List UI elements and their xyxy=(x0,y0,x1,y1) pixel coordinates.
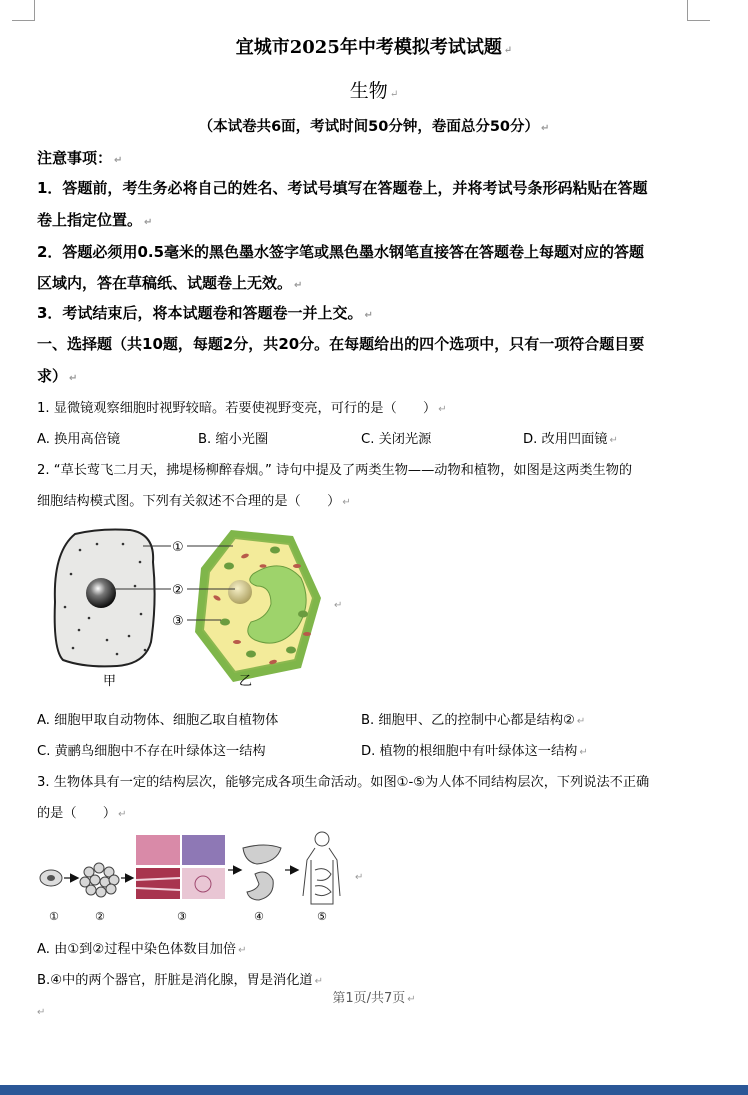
note-1-line-2: 卷上指定位置。 ↵ xyxy=(37,211,153,229)
question-1-option-c: C. 关闭光源 xyxy=(361,432,432,447)
level-cell xyxy=(40,870,62,886)
question-1-stem: 1. 显微镜观察细胞时视野较暗。若要使视野变亮，可行的是（ ） ↵ xyxy=(37,401,447,416)
paragraph-mark: ↵ xyxy=(37,1007,46,1018)
notes-heading: 注意事项： ↵ xyxy=(37,149,123,167)
note-2-line-1: 2．答题必须用0.5毫米的黑色墨水签字笔或黑色墨水钢笔直接答在答题卷上每题对应的答题 xyxy=(37,243,645,261)
question-2-option-d: D. 植物的根细胞中有叶绿体这一结构 ↵ xyxy=(361,744,588,759)
level-label-4: ④ xyxy=(254,910,264,923)
level-tissues xyxy=(136,835,225,899)
cell-structure-figure xyxy=(45,522,355,694)
paragraph-mark: ↵ xyxy=(334,600,343,611)
note-1-line-1: 1．答题前，考生务必将自己的姓名、考试号填写在答题卷上，并将考试号条形码粘贴在答题 xyxy=(37,179,648,197)
question-2-stem-line-2: 细胞结构模式图。下列有关叙述不合理的是（ ） ↵ xyxy=(37,494,351,509)
question-1-option-d: D. 改用凹面镜 ↵ xyxy=(523,432,618,447)
level-organs xyxy=(243,845,281,900)
level-label-5: ⑤ xyxy=(317,910,327,923)
question-2-stem-line-1: 2. “草长莺飞二月天，拂堤杨柳醉春烟。” 诗句中提及了两类生物——动物和植物，如图是这两类生物的 xyxy=(37,463,633,478)
subject-title: 生物 ↵ xyxy=(349,80,399,102)
plant-cell xyxy=(195,530,321,682)
marker-2: ② xyxy=(172,583,184,598)
level-label-2: ② xyxy=(95,910,105,923)
level-system xyxy=(303,832,340,904)
marker-3: ③ xyxy=(172,614,184,629)
plant-nucleus xyxy=(228,580,252,604)
section-heading-line-2: 求） ↵ xyxy=(37,367,78,385)
caption-jia: 甲 xyxy=(103,674,117,689)
level-label-1: ① xyxy=(49,910,59,923)
caption-yi: 乙 xyxy=(239,674,253,689)
marker-1: ① xyxy=(172,540,184,555)
question-2-option-b: B. 细胞甲、乙的控制中心都是结构② ↵ xyxy=(361,713,586,728)
question-3-option-a: A. 由①到②过程中染色体数目加倍 ↵ xyxy=(37,942,247,957)
paragraph-mark: ↵ xyxy=(355,872,364,883)
page-footer: 第1页/共7页 ↵ xyxy=(332,991,416,1006)
question-3-stem-line-1: 3. 生物体具有一定的结构层次，能够完成各项生命活动。如图①-⑤为人体不同结构层次，下列说法不正确 xyxy=(37,775,650,790)
level-cell-cluster xyxy=(80,863,119,897)
animal-nucleus xyxy=(86,578,116,608)
structure-levels-figure xyxy=(35,830,365,925)
question-2-option-c: C. 黄鹂鸟细胞中不存在叶绿体这一结构 xyxy=(37,744,266,759)
crop-mark-top-left xyxy=(12,0,35,21)
level-label-3: ③ xyxy=(177,910,187,923)
note-3: 3．考试结束后，将本试题卷和答题卷一并上交。 ↵ xyxy=(37,304,373,322)
crop-mark-top-right xyxy=(687,0,710,21)
note-2-line-2: 区域内，答在草稿纸、试题卷上无效。 ↵ xyxy=(37,274,303,292)
question-2-option-a: A. 细胞甲取自动物体、细胞乙取自植物体 xyxy=(37,713,279,728)
question-1-option-b: B. 缩小光圈 xyxy=(198,432,269,447)
animal-cell xyxy=(55,530,155,667)
question-3-stem-line-2: 的是（ ） ↵ xyxy=(37,806,127,821)
exam-info: （本试卷共6面，考试时间50分钟，卷面总分50分） ↵ xyxy=(198,119,550,135)
question-1-option-a: A. 换用高倍镜 xyxy=(37,432,121,447)
document-title: 宜城市2025年中考模拟考试试题 ↵ xyxy=(235,37,513,58)
section-heading-line-1: 一、选择题（共10题，每题2分，共20分。在每题给出的四个选项中，只有一项符合题目要 xyxy=(37,335,645,353)
window-bottom-bar xyxy=(0,1085,748,1095)
question-3-option-b: B.④中的两个器官，肝脏是消化腺，胃是消化道 ↵ xyxy=(37,973,324,988)
